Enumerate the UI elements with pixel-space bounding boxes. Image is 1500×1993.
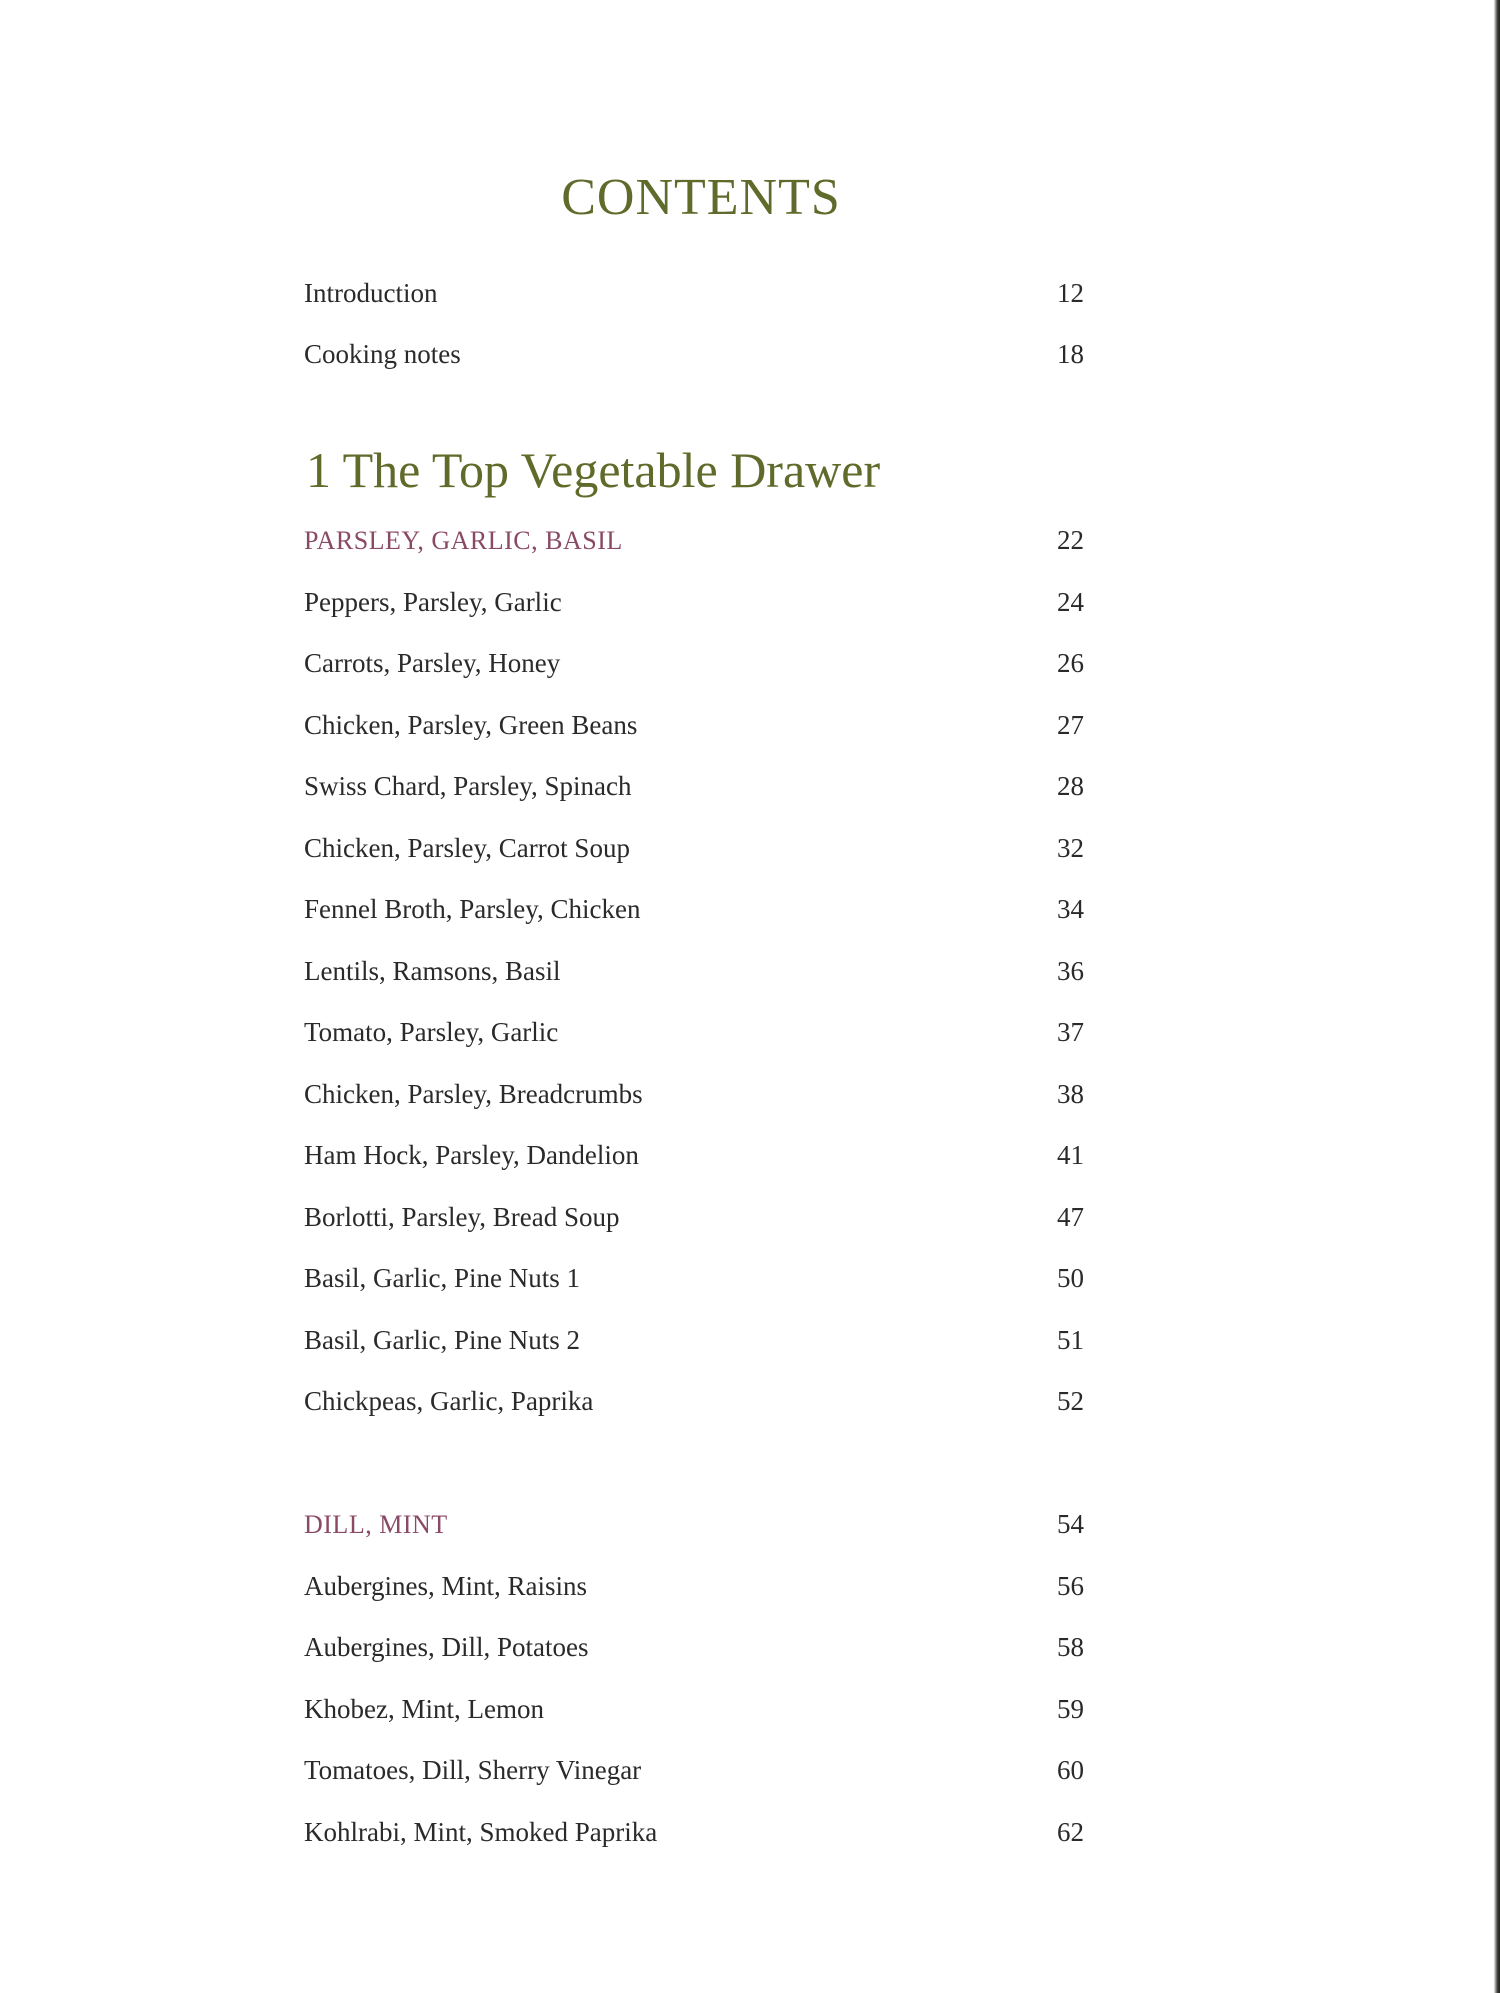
toc-entry-label: Chicken, Parsley, Green Beans [304, 710, 638, 740]
toc-entry-label: Basil, Garlic, Pine Nuts 1 [304, 1263, 580, 1293]
toc-entry[interactable] [304, 1381, 1084, 1421]
toc-entry-page: 32 [1057, 833, 1084, 863]
page-edge [1494, 0, 1500, 1993]
toc-entry-page: 52 [1057, 1386, 1084, 1416]
toc-entry-page: 41 [1057, 1140, 1084, 1170]
toc-entry-label: Introduction [304, 278, 438, 308]
toc-entry[interactable] [304, 1320, 1084, 1360]
toc-entry-page: 24 [1057, 587, 1084, 617]
toc-entry-label: Ham Hock, Parsley, Dandelion [304, 1140, 639, 1170]
toc-entry[interactable] [304, 582, 1084, 622]
toc-entry-page: 56 [1057, 1571, 1084, 1601]
toc-entry-cooking-notes[interactable] [304, 334, 1084, 374]
toc-entry-label: Khobez, Mint, Lemon [304, 1694, 544, 1724]
toc-entry[interactable] [304, 766, 1084, 806]
toc-entry[interactable] [304, 951, 1084, 991]
toc-entry[interactable] [304, 1627, 1084, 1667]
toc-entry-page: 34 [1057, 894, 1084, 924]
toc-entry-label: Aubergines, Dill, Potatoes [304, 1632, 589, 1662]
toc-entry-label: Swiss Chard, Parsley, Spinach [304, 771, 632, 801]
toc-entry-label: Chicken, Parsley, Carrot Soup [304, 833, 630, 863]
toc-entry-page: 59 [1057, 1694, 1084, 1724]
toc-entry-label: Cooking notes [304, 339, 461, 369]
page-title: CONTENTS [561, 169, 841, 226]
toc-entry-page: 27 [1057, 710, 1084, 740]
toc-entry-label: Tomatoes, Dill, Sherry Vinegar [304, 1755, 642, 1785]
toc-entry-label: Lentils, Ramsons, Basil [304, 956, 561, 986]
chapter-title: 1 The Top Vegetable Drawer [306, 442, 881, 498]
toc-entry-page: 38 [1057, 1079, 1084, 1109]
toc-entry-label: Tomato, Parsley, Garlic [304, 1017, 559, 1047]
toc-entry[interactable] [304, 1074, 1084, 1114]
toc-entry-page: 28 [1057, 771, 1084, 801]
toc-entry[interactable] [304, 1750, 1084, 1790]
toc-section-heading[interactable] [304, 1504, 1084, 1544]
toc-entry[interactable] [304, 1135, 1084, 1175]
section-heading-page: 22 [1057, 525, 1084, 555]
toc-entry-introduction[interactable] [304, 273, 1084, 313]
toc-entry-page: 58 [1057, 1632, 1084, 1662]
toc-entry[interactable] [304, 1197, 1084, 1237]
toc-entry[interactable] [304, 1689, 1084, 1729]
toc-entry[interactable] [304, 828, 1084, 868]
toc-entry-label: Peppers, Parsley, Garlic [304, 587, 562, 617]
toc-entry[interactable] [304, 1258, 1084, 1298]
toc-entry-page: 62 [1057, 1817, 1084, 1847]
toc-entry-page: 47 [1057, 1202, 1084, 1232]
toc-entry-page: 60 [1057, 1755, 1084, 1785]
toc-entry-page: 36 [1057, 956, 1084, 986]
section-heading-label: DILL, MINT [304, 1510, 448, 1539]
toc-entry-label: Chicken, Parsley, Breadcrumbs [304, 1079, 643, 1109]
toc-entry[interactable] [304, 643, 1084, 683]
toc-entry-label: Kohlrabi, Mint, Smoked Paprika [304, 1817, 658, 1847]
toc-entry[interactable] [304, 1012, 1084, 1052]
toc-entry-page: 12 [1057, 278, 1084, 308]
toc-entry-page: 50 [1057, 1263, 1084, 1293]
toc-entry[interactable] [304, 705, 1084, 745]
toc-entry-label: Fennel Broth, Parsley, Chicken [304, 894, 641, 924]
toc-entry[interactable] [304, 889, 1084, 929]
toc-entry-label: Basil, Garlic, Pine Nuts 2 [304, 1325, 580, 1355]
toc-entry[interactable] [304, 1566, 1084, 1606]
section-heading-label: PARSLEY, GARLIC, BASIL [304, 526, 623, 555]
toc-entry-label: Carrots, Parsley, Honey [304, 648, 561, 678]
toc-entry-page: 37 [1057, 1017, 1084, 1047]
toc-entry-page: 18 [1057, 339, 1084, 369]
toc-entry-label: Aubergines, Mint, Raisins [304, 1571, 587, 1601]
toc-entry[interactable] [304, 1812, 1084, 1852]
toc-section-heading[interactable] [304, 520, 1084, 560]
toc-entry-label: Borlotti, Parsley, Bread Soup [304, 1202, 620, 1232]
toc-entry-page: 26 [1057, 648, 1084, 678]
section-heading-page: 54 [1057, 1509, 1084, 1539]
toc-entry-page: 51 [1057, 1325, 1084, 1355]
toc-entry-label: Chickpeas, Garlic, Paprika [304, 1386, 594, 1416]
